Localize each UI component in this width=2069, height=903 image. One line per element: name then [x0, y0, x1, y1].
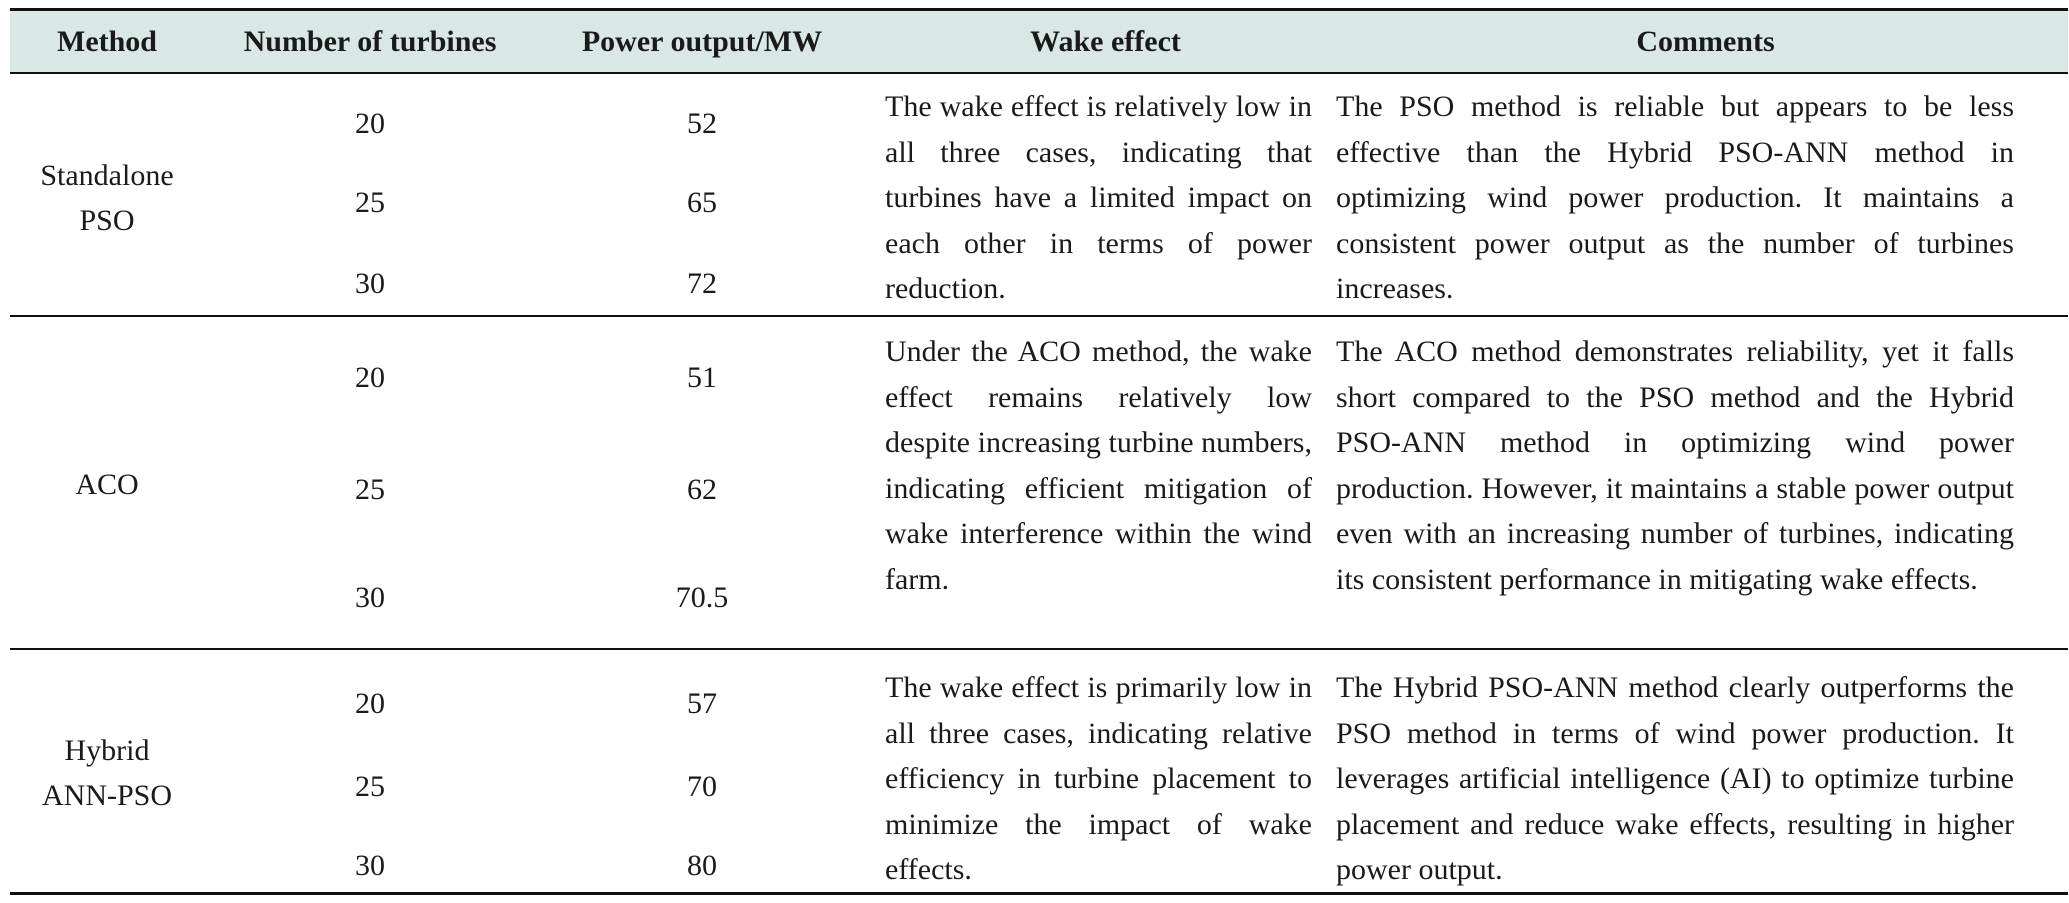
- turbines-cell: 30: [355, 266, 385, 300]
- power-cell: 72: [687, 266, 717, 300]
- comments-text: The PSO method is reliable but appears to be less effective than the Hybrid PSO-ANN method in optimizing wind power production. It maintains a consistent power output as the number of turbines increases.: [1336, 90, 2014, 305]
- method-label: Hybrid ANN-PSO: [41, 733, 173, 812]
- turbines-cell: 30: [355, 580, 385, 614]
- wake-effect-text: The wake effect is primarily low in all three cases, indicating relative efficiency in turbine placement to minimize the impact of wake effects.: [885, 671, 1312, 886]
- header-method: Method: [57, 24, 157, 58]
- group-divider: [10, 315, 2068, 317]
- method-label: Standalone PSO: [40, 159, 174, 237]
- method-standalone-pso: [10, 74, 204, 322]
- power-cell: 70.5: [675, 580, 729, 614]
- power-cell: 65: [687, 185, 717, 219]
- power-cell: 52: [687, 106, 717, 140]
- power-cell: 51: [687, 360, 717, 394]
- wake-effect-text: Under the ACO method, the wake effect remains relatively low despite increasing turbine numbers, indicating efficient mitigation of wake interference within the wind farm.: [885, 335, 1312, 596]
- comments-text: The ACO method demonstrates reliability, yet it falls short compared to the PSO method and the Hybrid PSO-ANN method in optimizing wind power production. However, it maintains a stable power output even with an increasing number of turbines, indicating its consistent performance in mitigating wake effects.: [1336, 335, 2014, 596]
- turbines-cell: 30: [355, 848, 385, 882]
- method-hybrid-ann-pso: [10, 650, 204, 895]
- header-power-output: Power output/MW: [581, 24, 823, 58]
- header-number-of-turbines: Number of turbines: [243, 24, 497, 58]
- turbines-cell: 25: [355, 472, 385, 506]
- turbines-cell: 25: [355, 185, 385, 219]
- turbines-cell: 25: [355, 769, 385, 803]
- turbines-cell: 20: [355, 360, 385, 394]
- power-cell: 62: [687, 472, 717, 506]
- header-comments: Comments: [1636, 24, 1775, 58]
- turbines-cell: 20: [355, 106, 385, 140]
- comparison-table: [10, 8, 2068, 898]
- method-aco: ACO: [75, 468, 139, 501]
- header-wake-effect: Wake effect: [1030, 24, 1181, 58]
- comments-text: The Hybrid PSO-ANN method clearly outperforms the PSO method in terms of wind power production. It leverages artificial intelligence (AI) to optimize turbine placement and reduce wake effects, resulting in higher power output.: [1336, 671, 2014, 886]
- power-cell: 57: [687, 686, 717, 720]
- group-divider: [10, 648, 2068, 650]
- wake-effect-text: The wake effect is relatively low in all three cases, indicating that turbines have a limited impact on each other in terms of power reduction.: [885, 90, 1312, 305]
- power-cell: 70: [687, 769, 717, 803]
- turbines-cell: 20: [355, 686, 385, 720]
- bottom-rule: [10, 892, 2068, 895]
- power-cell: 80: [687, 848, 717, 882]
